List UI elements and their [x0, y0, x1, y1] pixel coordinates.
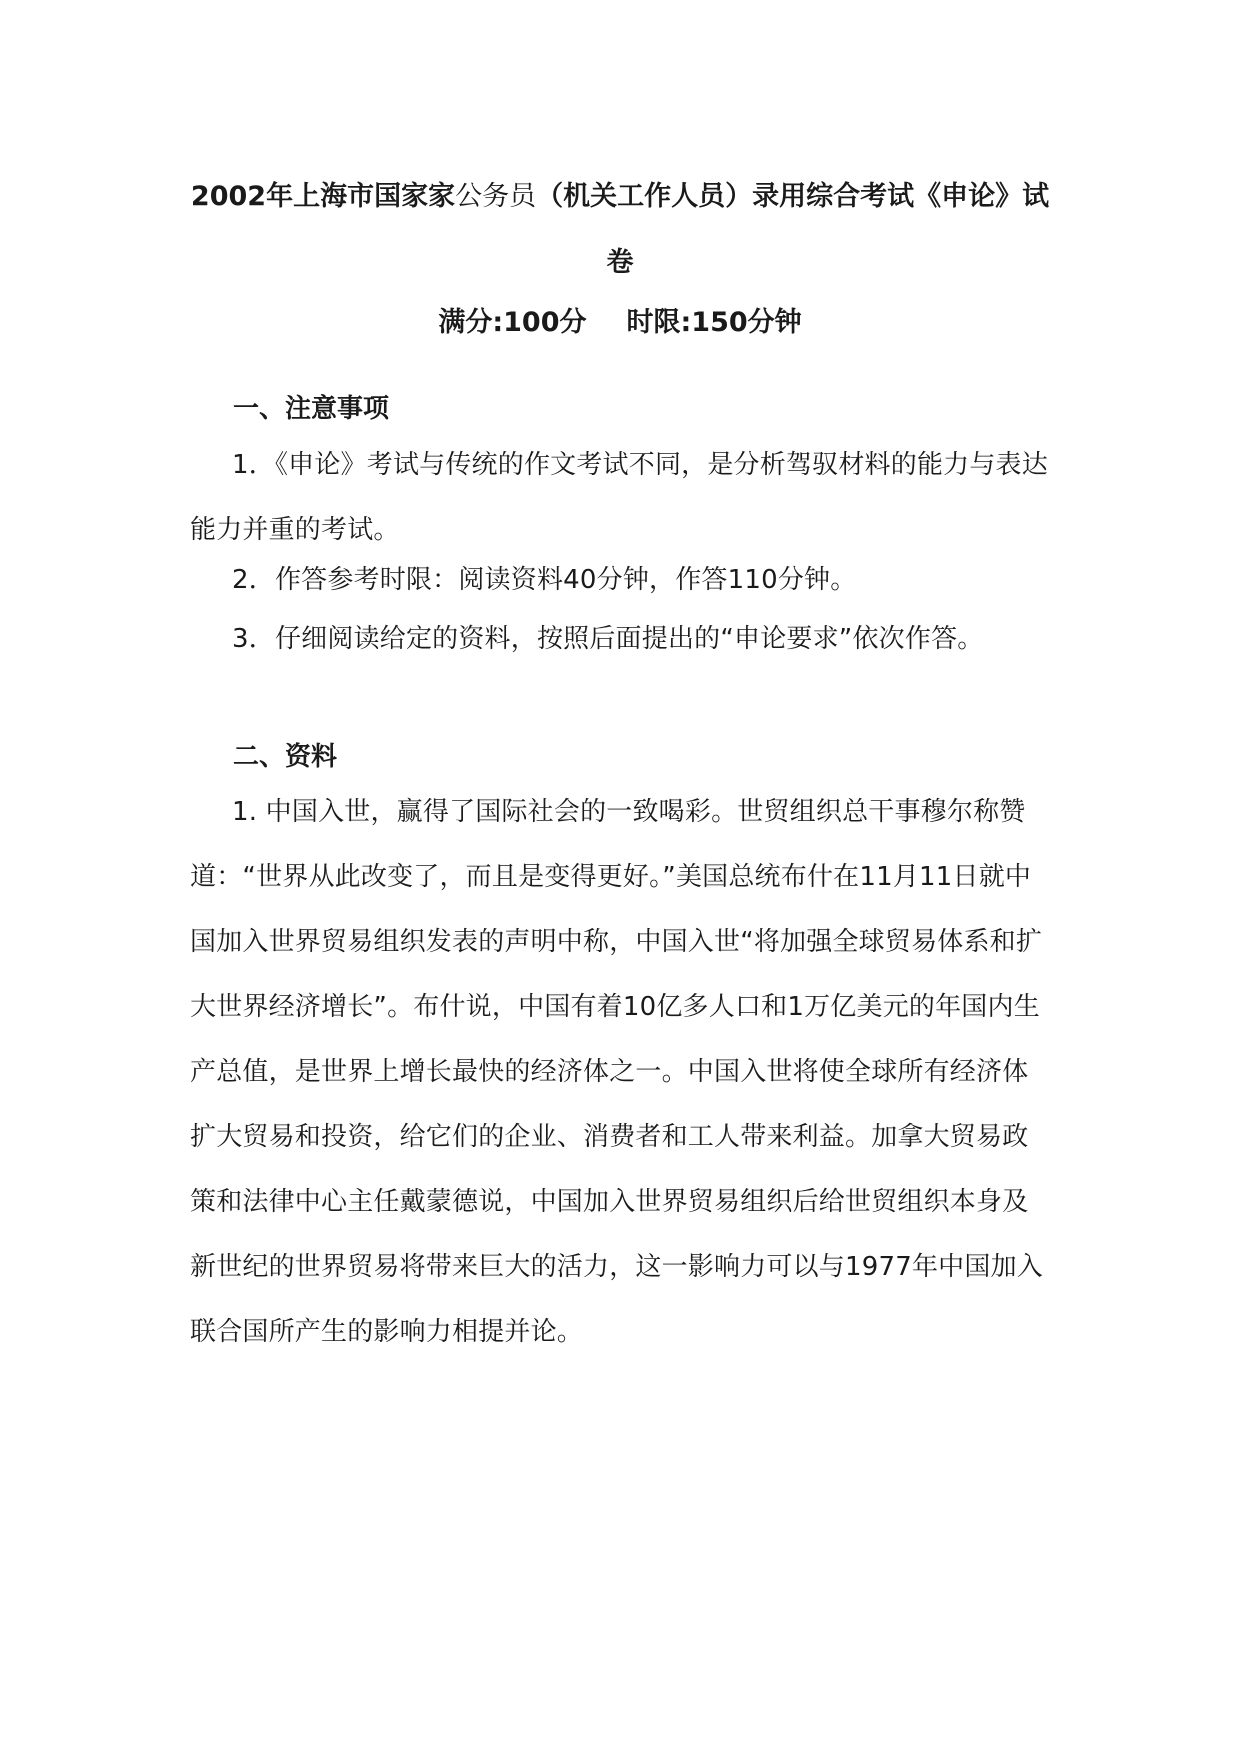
note-item-1: 1．《申论》考试与传统的作文考试不同，是分析驾驭材料的能力与表达能力并重的考试。 — [190, 450, 1048, 545]
section-heading-notes: 一、注意事项 — [233, 394, 390, 424]
note-item-2: 2．作答参考时限：阅读资料40分钟，作答110分钟。 — [232, 565, 857, 595]
full-score: 满分:100分 — [438, 307, 587, 338]
score-time-line — [190, 290, 1050, 356]
note-item-3: 3．仔细阅读给定的资料，按照后面提出的“申论要求”依次作答。 — [232, 624, 984, 654]
title-part-3: （机关工作人员）录用综合考试《申论》试卷 — [536, 181, 1050, 278]
material-paragraph-1: 1. 中国入世，赢得了国际社会的一致喝彩。世贸组织总干事穆尔称赞道：“世界从此改变了，而且是变得更好。”美国总统布什在11月11日就中国加入世界贸易组织发表的声明中称，中国入世“将加强全球贸易体系和扩大世界经济增长”。布什说，中国有着10亿多人口和1万亿美元的年国内生产总值，是世界上增长最快的经济体之一。中国入世将使全球所有经济体扩大贸易和投资，给它们的企业、消费者和工人带来利益。加拿大贸易政策和法律中心主任戴蒙德说，中国加入世界贸易组织后给世贸组织本身及新世纪的世界贸易将带来巨大的活力，这一影响力可以与1977年中国加入联合国所产生的影响力相提并论。 — [190, 797, 1043, 1347]
time-limit: 时限:150分钟 — [626, 307, 802, 338]
document-title — [190, 164, 1050, 296]
title-part-2: 公务员 — [455, 181, 537, 212]
section-heading-materials: 二、资料 — [233, 742, 338, 772]
title-part-1: 2002年上海市国家家 — [190, 181, 456, 212]
